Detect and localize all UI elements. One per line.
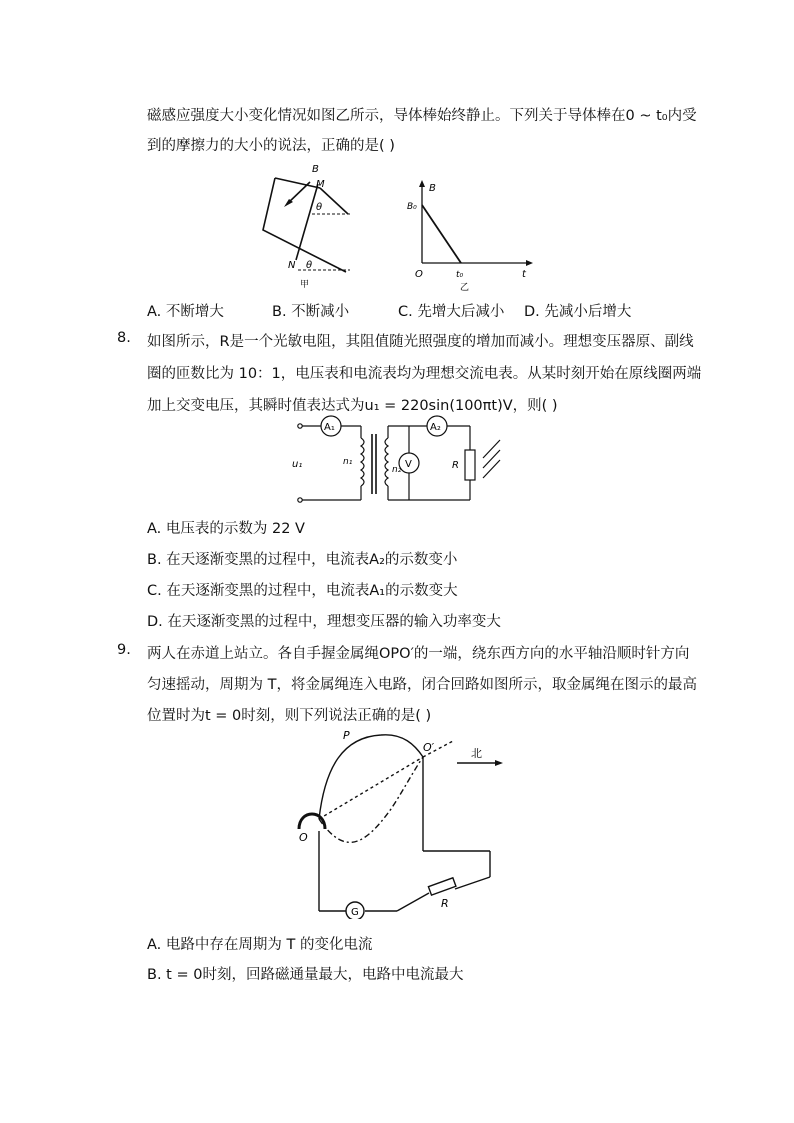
label-n1: n₁ <box>343 457 353 467</box>
q9-stem-line3: 位置时为t = 0时刻，则下列说法正确的是( ) <box>147 708 432 724</box>
label-n2: n₂ <box>392 465 402 475</box>
label-n: N <box>288 260 296 271</box>
label-o: O <box>299 831 308 844</box>
q9-option-a[interactable]: A. 电路中存在周期为 T 的变化电流 <box>147 937 373 953</box>
q8-option-c[interactable]: C. 在天逐渐变黑的过程中，电流表A₁的示数变大 <box>147 583 458 599</box>
label-u1: u₁ <box>292 459 303 470</box>
label-m: M <box>316 179 325 190</box>
label-theta1: θ <box>316 202 323 213</box>
label-theta2: θ <box>306 260 313 271</box>
q9-stem-line2: 匀速摇动，周期为 T，将金属绳连入电路，闭合回路如图所示，取金属绳在图示的最高 <box>147 677 697 693</box>
q8-stem-line3: 加上交变电压，其瞬时值表达式为u₁ = 220sin(100πt)V，则( ) <box>147 398 558 414</box>
label-b0: B₀ <box>407 202 417 212</box>
label-a2: A₂ <box>430 422 441 433</box>
q9-number: 9. <box>117 642 131 658</box>
q7-option-b[interactable]: B. 不断减小 <box>272 304 350 320</box>
label-p: P <box>343 729 350 742</box>
label-north: 北 <box>471 747 482 760</box>
rope-bottom <box>319 757 423 842</box>
label-t: t <box>522 269 526 280</box>
b-line <box>422 205 461 263</box>
q9-figure <box>285 727 515 919</box>
q7-stem-line2: 到的摩擦力的大小的说法，正确的是( ) <box>147 138 395 154</box>
label-o-prime: O′ <box>423 741 435 754</box>
label-t0: t₀ <box>456 270 464 280</box>
caption-yi: 乙 <box>460 283 470 292</box>
rail-top-right <box>320 188 348 214</box>
label-r: R <box>452 460 459 471</box>
rail-top <box>275 178 320 188</box>
label-r: R <box>441 897 449 910</box>
q8-option-b[interactable]: B. 在天逐渐变黑的过程中，电流表A₂的示数变小 <box>147 552 458 568</box>
q7-option-d[interactable]: D. 先减小后增大 <box>524 304 632 320</box>
q8-option-a[interactable]: A. 电压表的示数为 22 V <box>147 521 305 537</box>
q8-option-d[interactable]: D. 在天逐渐变黑的过程中，理想变压器的输入功率变大 <box>147 614 501 630</box>
label-v: V <box>405 459 412 470</box>
label-origin: O <box>415 269 423 280</box>
q8-stem-line2: 圈的匝数比为 10：1，电压表和电流表均为理想交流电表。从某时刻开始在原线圈两端 <box>147 366 702 382</box>
q7-option-a[interactable]: A. 不断增大 <box>147 304 224 320</box>
resistor-r <box>428 878 456 895</box>
q8-stem-line1: 如图所示，R是一个光敏电阻，其阻值随光照强度的增加而减小。理想变压器原、副线 <box>147 334 694 350</box>
conductor-rod <box>296 184 318 260</box>
secondary-coil <box>385 438 388 486</box>
label-g: G <box>351 907 359 918</box>
caption-jia: 甲 <box>300 280 310 290</box>
q9-option-b[interactable]: B. t = 0时刻，回路磁通量最大，电路中电流最大 <box>147 967 464 983</box>
q8-circuit-figure <box>288 414 508 506</box>
q7-option-c[interactable]: C. 先增大后减小 <box>398 304 505 320</box>
q8-number: 8. <box>117 330 131 346</box>
primary-coil <box>361 438 364 486</box>
q7-figure-yi <box>405 178 535 292</box>
q7-stem-line1: 磁感应强度大小变化情况如图乙所示，导体棒始终静止。下列关于导体棒在0 ~ t₀内受 <box>147 108 697 124</box>
rope-top <box>319 735 423 819</box>
photoresistor <box>465 450 475 480</box>
label-a1: A₁ <box>324 422 335 433</box>
rail-left <box>263 178 346 272</box>
label-b: B <box>312 164 319 175</box>
q9-stem-line1: 两人在赤道上站立。各自手握金属绳OPO′的一端，绕东西方向的水平轴沿顺时针方向 <box>147 646 690 662</box>
label-b-axis: B <box>429 183 436 194</box>
q7-figure-jia <box>250 160 365 292</box>
rotation-axis <box>319 757 423 819</box>
